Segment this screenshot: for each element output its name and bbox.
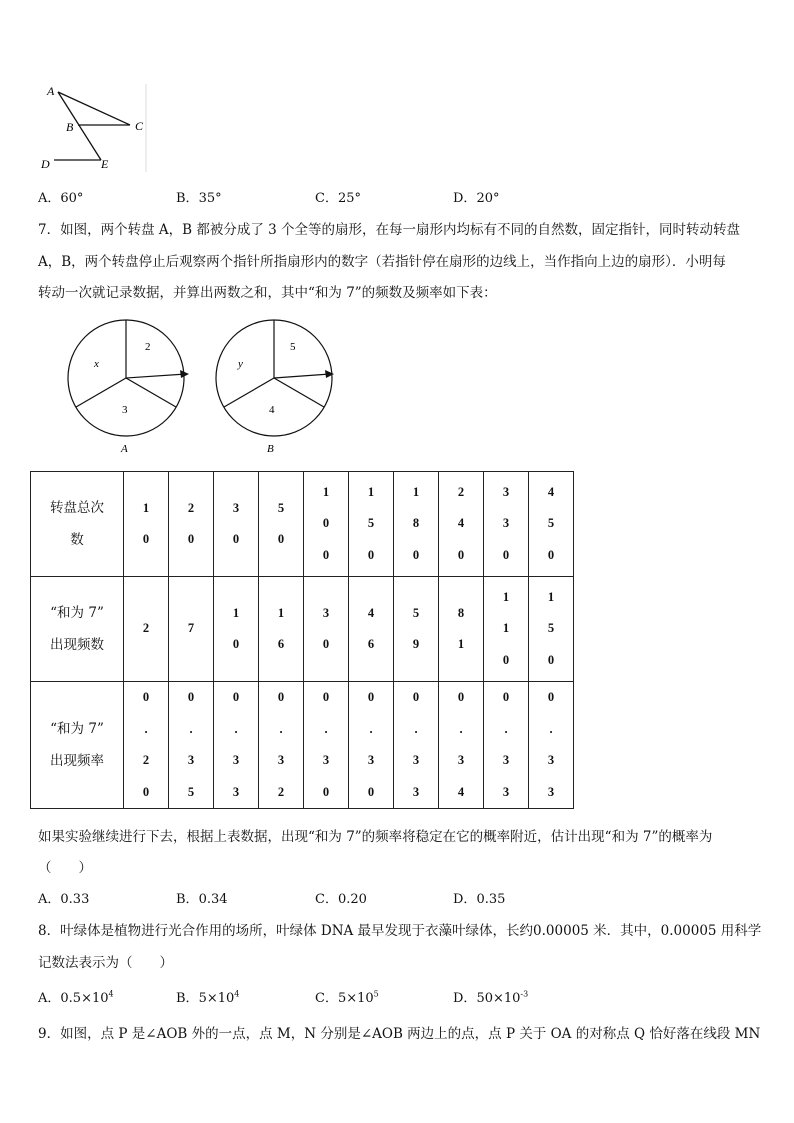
- cell-value: 0 . 3 2: [277, 690, 285, 799]
- sector-a-bottom: 3: [122, 404, 128, 416]
- cell-value: 5 0: [277, 500, 285, 546]
- sector-a-left: x: [94, 358, 99, 370]
- sector-b-bottom: 4: [269, 404, 275, 416]
- cell-value: 8 1: [457, 605, 465, 651]
- q7-text-line1: 7．如图，两个转盘 A，B 都被分成了 3 个全等的扇形，在每一扇形内均标有不同的自然数，固定指针，同时转动转盘: [38, 222, 741, 238]
- cell-count-4: [259, 577, 304, 682]
- cell-total-2: [169, 472, 214, 577]
- cell-value: 0 . 3 0: [322, 690, 330, 799]
- cell-value: 1 0 0: [322, 484, 330, 562]
- q7-text-line2: A，B，两个转盘停止后观察两个指针所指扇形内的数字（若指针停在扇形的边线上，当作指向上边的扇形）．小明每: [38, 254, 726, 270]
- cell-frequency-1: [124, 682, 169, 809]
- cell-value: 0 . 3 5: [187, 690, 195, 799]
- q6-option-d: D．20°: [453, 191, 500, 206]
- cell-value: 1 5 0: [547, 589, 555, 667]
- cell-frequency-3: [214, 682, 259, 809]
- cell-frequency-10: [529, 682, 574, 809]
- q9-text-line1: 9．如图，点 P 是∠AOB 外的一点，点 M，N 分别是∠AOB 两边上的点，点 P 关于 OA 的对称点 Q 恰好落在线段 MN: [38, 1026, 761, 1042]
- cell-value: 2 0: [187, 500, 195, 546]
- cell-value: 2 4 0: [457, 484, 465, 562]
- geometry-figure: [36, 80, 152, 176]
- label-b: B: [66, 120, 74, 134]
- q6-option-a: A．60°: [38, 191, 84, 206]
- pointer-a: [126, 374, 186, 378]
- q6-option-c: C．25°: [315, 191, 361, 206]
- sector-a-top: 2: [145, 341, 151, 353]
- q7-answer-paren: （ ）: [38, 860, 92, 876]
- cell-value: 0 . 3 3: [547, 690, 555, 799]
- cell-total-3: [214, 472, 259, 577]
- q8-text-line1: 8．叶绿体是植物进行光合作用的场所，叶绿体 DNA 最早发现于衣藻叶绿体，长约0.00005 米．其中，0.00005 用科学: [38, 923, 762, 939]
- label-d: D: [41, 157, 50, 171]
- q7-text-line3: 转动一次就记录数据，并算出两数之和，其中“和为 7”的频数及频率如下表：: [38, 285, 497, 301]
- cell-value: 0 . 2 0: [142, 690, 150, 799]
- cell-value: 0 . 3 3: [412, 690, 420, 799]
- cell-total-8: [439, 472, 484, 577]
- frequency-table: [30, 471, 574, 809]
- cell-count-3: [214, 577, 259, 682]
- cell-value: 4 6: [367, 605, 375, 651]
- q8-option-d: D．$50\times 10^{-3}$: [453, 989, 529, 1006]
- cell-value: 1 0: [232, 605, 240, 651]
- row-header-total: 转盘总次 数: [31, 472, 124, 577]
- cell-value: 0 . 3 3: [232, 690, 240, 799]
- cell-total-7: [394, 472, 439, 577]
- q8-option-a: A．$0.5\times 10^4$: [38, 989, 114, 1006]
- q8-text-line2: 记数法表示为（ ）: [38, 955, 173, 971]
- cell-frequency-2: [169, 682, 214, 809]
- cell-count-5: [304, 577, 349, 682]
- cell-value: 0 . 3 0: [367, 690, 375, 799]
- cell-value: 3 3 0: [502, 484, 510, 562]
- cell-value: 0 . 3 3: [502, 690, 510, 799]
- cell-count-10: [529, 577, 574, 682]
- row-header-frequency: “和为 7” 出现频率: [31, 682, 124, 809]
- cell-total-6: [349, 472, 394, 577]
- cell-count-8: [439, 577, 484, 682]
- cell-value: 1 1 0: [502, 589, 510, 667]
- table-row-count: [31, 577, 574, 682]
- cell-frequency-7: [394, 682, 439, 809]
- q7-option-a: A．0.33: [38, 892, 90, 907]
- q6-option-b: B．35°: [176, 191, 222, 206]
- q7-option-d: D．0.35: [453, 892, 506, 907]
- spinner-a: [68, 320, 189, 455]
- cell-value: 3 0: [322, 605, 330, 651]
- cell-count-9: [484, 577, 529, 682]
- cell-count-6: [349, 577, 394, 682]
- q7-option-c: C．0.20: [315, 892, 367, 907]
- cell-total-4: [259, 472, 304, 577]
- spinner-a-caption: A: [121, 443, 128, 455]
- cell-total-10: [529, 472, 574, 577]
- label-a: A: [47, 84, 55, 98]
- cell-frequency-6: [349, 682, 394, 809]
- cell-frequency-4: [259, 682, 304, 809]
- q8-option-c: C．$5\times 10^5$: [315, 989, 379, 1006]
- cell-value: 1 0: [142, 500, 150, 546]
- cell-total-9: [484, 472, 529, 577]
- cell-total-1: [124, 472, 169, 577]
- cell-total-5: [304, 472, 349, 577]
- cell-value: 2: [142, 621, 150, 636]
- cell-frequency-9: [484, 682, 529, 809]
- cell-value: 7: [187, 621, 195, 636]
- cell-count-2: [169, 577, 214, 682]
- cell-count-7: [394, 577, 439, 682]
- label-c: C: [135, 119, 144, 133]
- cell-value: 1 5 0: [367, 484, 375, 562]
- cell-value: 0 . 3 4: [457, 690, 465, 799]
- row-header-count: “和为 7” 出现频数: [31, 577, 124, 682]
- cell-value: 5 9: [412, 605, 420, 651]
- spinner-figure: [62, 316, 352, 458]
- cell-value: 4 5 0: [547, 484, 555, 562]
- spinner-b: [216, 320, 334, 455]
- cell-frequency-5: [304, 682, 349, 809]
- cell-value: 1 6: [277, 605, 285, 651]
- pointer-b: [274, 374, 330, 378]
- sector-b-left: y: [238, 358, 243, 370]
- spinner-b-caption: B: [267, 443, 274, 455]
- q7-option-b: B．0.34: [176, 892, 228, 907]
- cell-count-1: [124, 577, 169, 682]
- table-row-frequency: [31, 682, 574, 809]
- cell-value: 1 8 0: [412, 484, 420, 562]
- cell-frequency-8: [439, 682, 484, 809]
- q8-option-b: B．$5\times 10^4$: [176, 989, 240, 1006]
- q7-question-line: 如果实验继续进行下去，根据上表数据，出现“和为 7”的频率将稳定在它的概率附近，估计出现“和为 7”的概率为: [38, 829, 713, 845]
- label-e: E: [101, 157, 109, 171]
- cell-value: 3 0: [232, 500, 240, 546]
- sector-b-top: 5: [290, 341, 296, 353]
- table-row-total: [31, 472, 574, 577]
